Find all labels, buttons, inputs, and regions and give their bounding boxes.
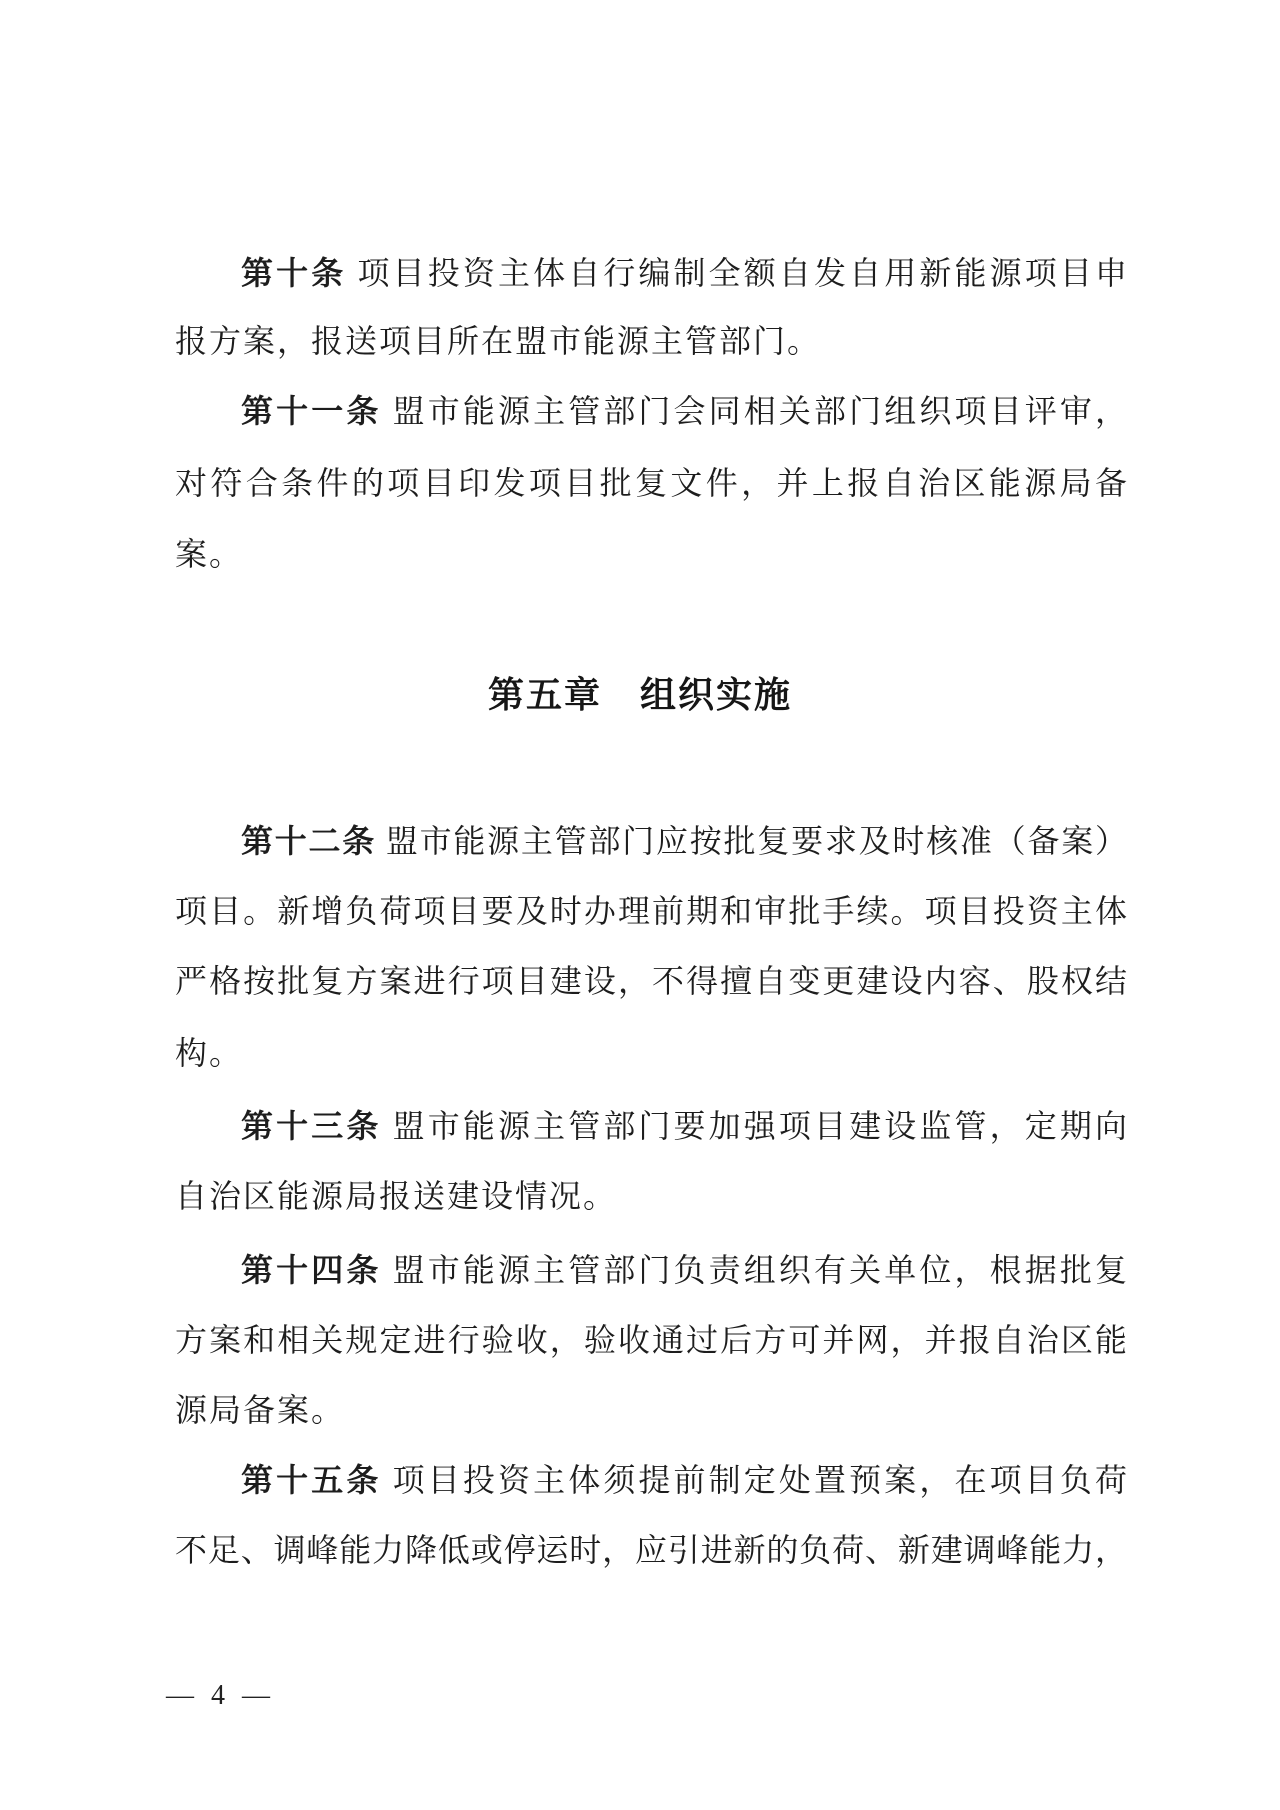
article-line [175, 536, 1127, 572]
article-number: 第十条 [241, 255, 347, 291]
article-text: 盟市能源主管部门要加强项目建设监管，定期向 [381, 1108, 1127, 1144]
article-text: 项目投资主体自行编制全额自发自用新能源项目申 [346, 255, 1127, 291]
article-line [175, 1392, 1127, 1428]
article-text: 案。 [175, 536, 244, 572]
article-text: 盟市能源主管部门应按批复要求及时核准（备案） [376, 823, 1127, 859]
article-text: 严格按批复方案进行项目建设，不得擅自变更建设内容、股权结 [175, 963, 1127, 999]
article-number: 第十一条 [241, 393, 382, 429]
article-line [175, 393, 1127, 429]
article-number: 第十三条 [241, 1108, 382, 1144]
article-text: 构。 [175, 1035, 244, 1071]
article-line [175, 1462, 1127, 1498]
article-line [175, 1178, 1127, 1214]
article-text: 对符合条件的项目印发项目批复文件，并上报自治区能源局备 [175, 465, 1127, 501]
article-text: 报方案，报送项目所在盟市能源主管部门。 [175, 323, 822, 359]
article-text: 不足、调峰能力降低或停运时，应引进新的负荷、新建调峰能力， [175, 1532, 1127, 1568]
article-text: 项目投资主体须提前制定处置预案，在项目负荷 [381, 1462, 1127, 1498]
article-text: 方案和相关规定进行验收，验收通过后方可并网，并报自治区能 [175, 1322, 1127, 1358]
article-number: 第十四条 [241, 1252, 382, 1288]
article-line [175, 465, 1127, 501]
article-text: 项目。新增负荷项目要及时办理前期和审批手续。项目投资主体 [175, 893, 1127, 929]
article-line [175, 255, 1127, 291]
article-line [175, 1035, 1127, 1071]
article-line [175, 1322, 1127, 1358]
article-line [175, 1108, 1127, 1144]
article-text: 盟市能源主管部门会同相关部门组织项目评审， [381, 393, 1127, 429]
article-number: 第十五条 [241, 1462, 382, 1498]
chapter-heading: 第五章 组织实施 [487, 674, 792, 715]
article-text: 源局备案。 [175, 1392, 346, 1428]
article-line [175, 893, 1127, 929]
article-text: 自治区能源局报送建设情况。 [175, 1178, 618, 1214]
page-number-footer: — 4 — [166, 1680, 275, 1711]
article-number: 第十二条 [241, 823, 377, 859]
article-text: 盟市能源主管部门负责组织有关单位，根据批复 [381, 1252, 1127, 1288]
article-line [175, 323, 1127, 359]
article-line [175, 823, 1127, 859]
article-line [175, 963, 1127, 999]
article-line [175, 1532, 1127, 1568]
article-line [175, 1252, 1127, 1288]
